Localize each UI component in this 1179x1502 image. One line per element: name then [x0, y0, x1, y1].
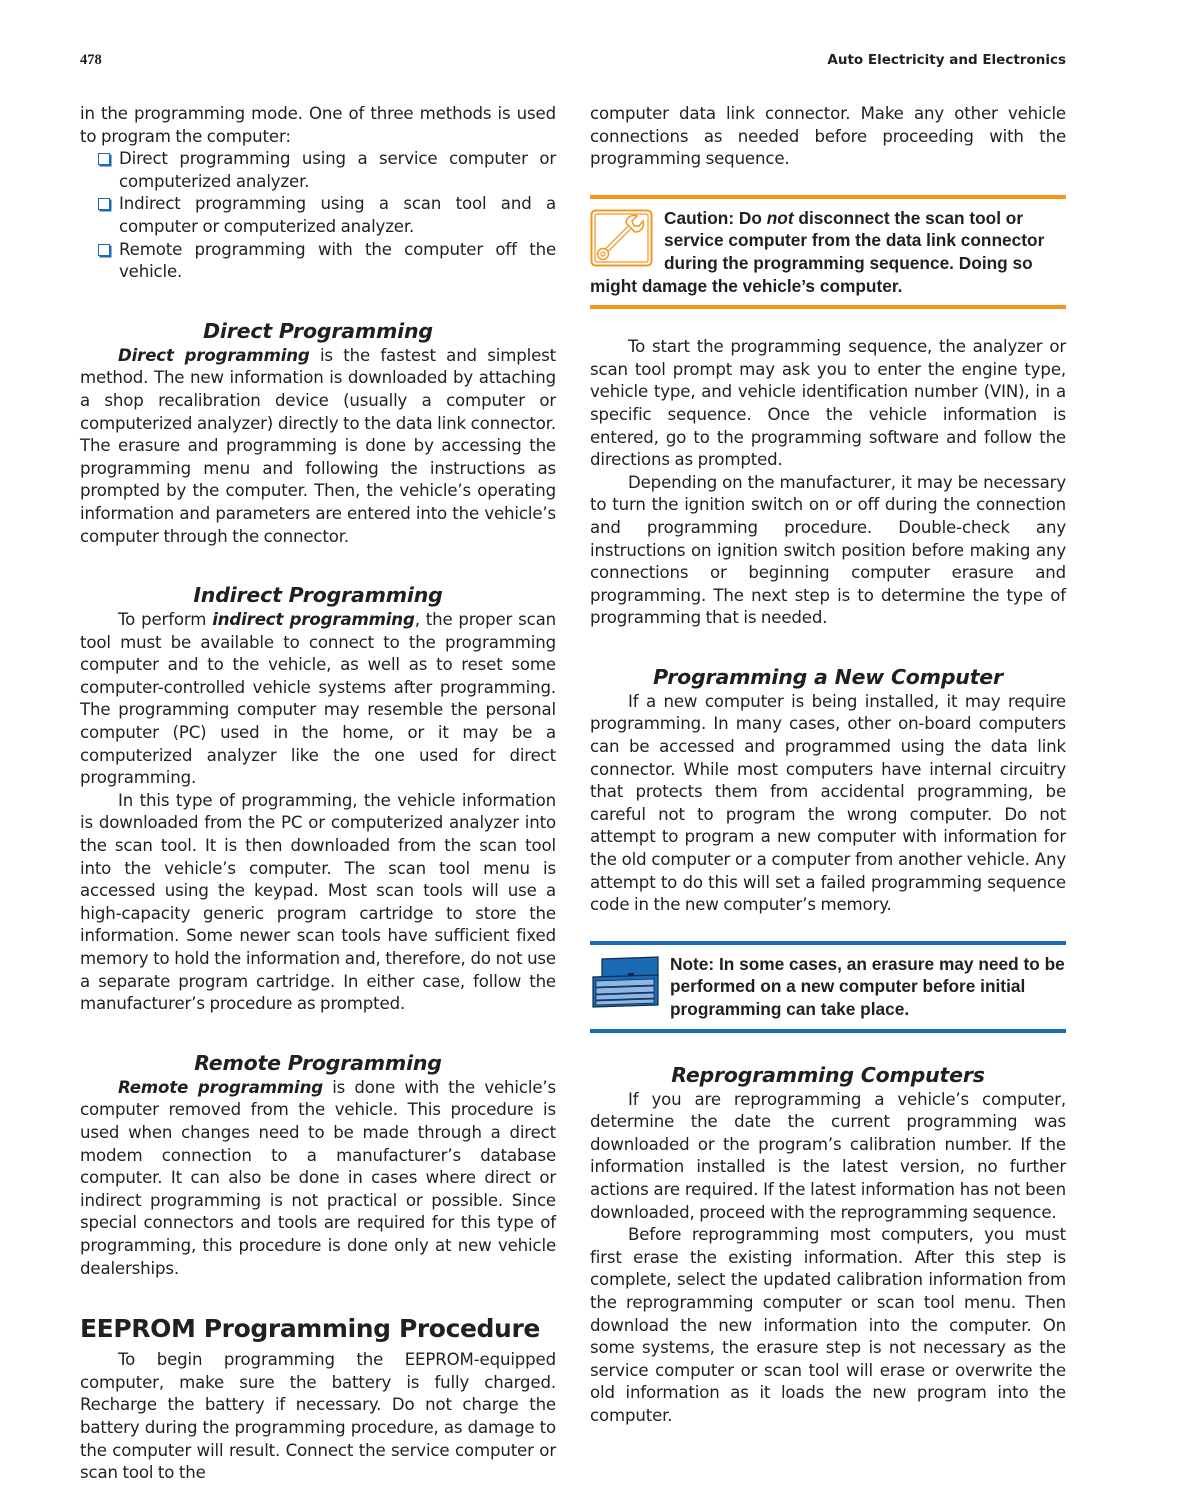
- heading-indirect-programming: Indirect Programming: [193, 583, 443, 608]
- left-column: [80, 103, 556, 1485]
- remote-paragraph: Remote programming is done with the vehicle’s computer removed from the vehicle. This procedure is used when changes need to be made through a direct modem connection to a manufacturer’s database computer. It can also be done in cases where direct or indirect programming is not practical or possible. Since special connectors and tools are required for this type of programming, this procedure is done only at new vehicle dealerships.: [80, 1077, 557, 1278]
- note-text: Note: In some cases, an erasure may need to be performed on a new computer before initial programming can take place.: [670, 953, 1065, 1019]
- ignition-paragraph: Depending on the manufacturer, it may be necessary to turn the ignition switch on or off during the connection and programming procedure. Double-check any instructions on ignition switch position before making any connections or beginning computer erasure and programming. The next step is to determine the type of programming that is needed.: [590, 472, 1066, 628]
- term-direct-programming: Direct programming: [118, 345, 310, 365]
- term-indirect-programming: indirect programming: [212, 610, 415, 630]
- checkbox-bullet-icon: [98, 244, 110, 256]
- checkbox-bullet-icon: [98, 153, 110, 165]
- list-item: Direct programming using a service computer or computerized analyzer.: [98, 148, 556, 193]
- wrench-icon: [590, 209, 654, 271]
- note-box: [590, 941, 1066, 1033]
- eeprom-paragraph: To begin programming the EEPROM-equipped computer, make sure the battery is fully charged. Recharge the battery if necessary. Do not charge the battery during the programming procedure, as damage to the computer will result. Connect the service computer or scan tool to the: [80, 1350, 556, 1483]
- caution-emphasis: not: [766, 207, 794, 228]
- indirect-paragraph-2: In this type of programming, the vehicle information is downloaded from the PC or computerized analyzer into the scan tool. It is then downloaded from the scan tool into the vehicle’s computer. The scan tool menu is accessed using the keypad. Most scan tools will use a high-capacity generic program cartridge to store the information. Some newer scan tools have sufficient fixed memory to hold the information and, therefore, do not use a separate program cartridge. In either case, follow the manufacturer’s procedure as prompted.: [80, 790, 556, 1014]
- new-computer-paragraph: If a new computer is being installed, it may require programming. In many cases, other on-board computers can be accessed and programmed using the data link connector. While most computers have internal circuitry that protects them from accidental programming, be careful not to program the wrong computer. Do not attempt to program a new computer with information for the old computer or a computer from another vehicle. Any attempt to do this will set a failed programming sequence code in the new computer’s memory.: [590, 691, 1066, 915]
- list-item: Remote programming with the computer off the vehicle.: [98, 239, 556, 284]
- reprogramming-paragraph-1: If you are reprogramming a vehicle’s computer, determine the date the current programming was downloaded or the program’s calibration number. If the information installed is the latest version, no further actions are required. If the latest information has not been downloaded, proceed with the reprogramming sequence.: [590, 1089, 1066, 1222]
- direct-paragraph: Direct programming is the fastest and simplest method. The new information is downloaded by attaching a shop recalibration device (usually a computer or computerized analyzer) directly to the data link connector. The erasure and programming is done by accessing the programming menu and following the instructions as prompted by the computer. Then, the vehicle’s operating information and parameters are entered into the vehicle’s computer through the connector.: [80, 345, 556, 546]
- checkbox-bullet-icon: [98, 198, 110, 210]
- toolbox-icon: [590, 955, 660, 1015]
- term-remote-programming: Remote programming: [118, 1077, 323, 1097]
- page-number: 478: [80, 52, 102, 68]
- caution-text: Caution: Do not disconnect the scan tool or service computer from the data link connector during the programming sequence. Doing so might damage the vehicle’s computer.: [590, 207, 1045, 296]
- reprogramming-paragraph-2: Before reprogramming most computers, you must first erase the existing information. After this step is complete, select the updated calibration information from the reprogramming computer or scan tool menu. Then download the new information into the computer. On some systems, the erasure step is not necessary as the service computer or scan tool will erase or overwrite the old information as it loads the new program into the computer.: [590, 1225, 1066, 1425]
- book-title: Auto Electricity and Electronics: [827, 52, 1066, 68]
- list-item: Indirect programming using a scan tool and a computer or computerized analyzer.: [98, 193, 556, 238]
- heading-direct-programming: Direct Programming: [203, 318, 433, 343]
- indirect-paragraph: To perform indirect programming, the proper scan tool must be available to connect to the programming computer and to the vehicle, as well as to reset some computer-controlled vehicle systems after programming. The programming computer may resemble the personal computer (PC) used in the home, or it may be a computerized analyzer like the one used for direct programming.: [80, 610, 556, 788]
- heading-new-computer: Programming a New Computer: [653, 664, 1003, 689]
- heading-reprogramming: Reprogramming Computers: [671, 1062, 985, 1087]
- caution-box: [590, 195, 1066, 309]
- start-sequence-paragraph: To start the programming sequence, the analyzer or scan tool prompt may ask you to enter the engine type, vehicle type, and vehicle identification number (VIN), in a specific sequence. Once the vehicle information is entered, go to the programming software and follow the directions as prompted.: [590, 337, 1066, 470]
- page-header: [80, 52, 1066, 74]
- continuation-paragraph: computer data link connector. Make any other vehicle connections as needed before proceeding with the programming sequence.: [590, 104, 1066, 169]
- heading-remote-programming: Remote Programming: [194, 1050, 442, 1075]
- heading-eeprom-procedure: EEPROM Programming Procedure: [80, 1314, 540, 1344]
- right-column: [590, 103, 1066, 1428]
- intro-paragraph: in the programming mode. One of three methods is used to program the computer:: [80, 104, 556, 146]
- methods-list: [80, 148, 556, 284]
